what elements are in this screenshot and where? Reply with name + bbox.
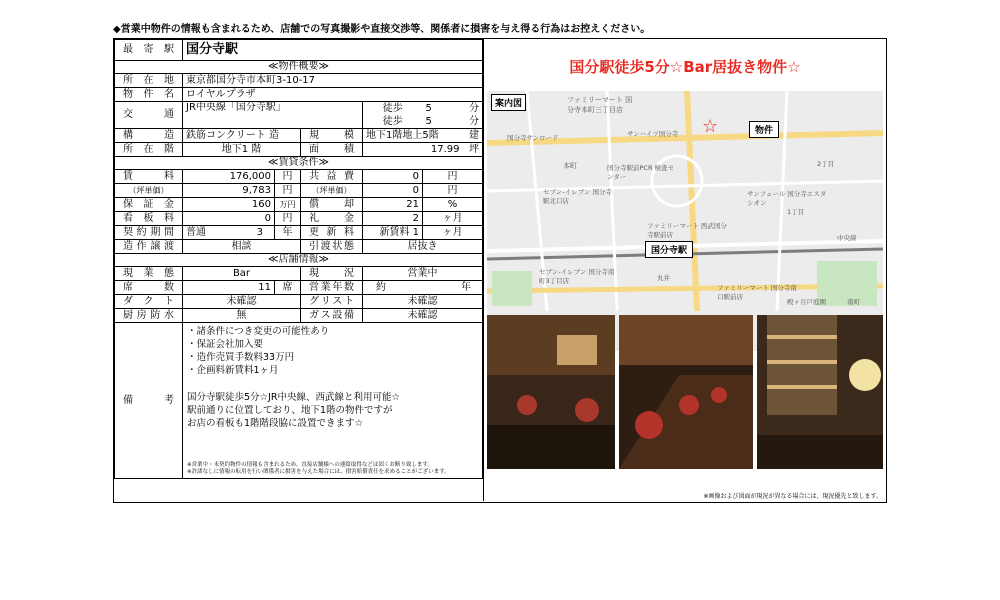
scale-value: 地下1階地上5階 bbox=[366, 129, 439, 141]
store-header: ≪店舗情報≫ bbox=[115, 254, 483, 267]
map-text: 本町 bbox=[563, 162, 577, 170]
duct-label: ダクト bbox=[115, 295, 183, 309]
map-text: サンフェール 国分寺エスタシオン bbox=[747, 190, 827, 207]
term-label: 契約期間 bbox=[115, 226, 183, 240]
map-text: 中央線 bbox=[837, 234, 857, 242]
term-value: 3 bbox=[256, 226, 263, 238]
map-text: サンハイツ国分寺 bbox=[627, 130, 679, 138]
remark-line: 駅前通りに位置しており、地下1階の物件ですが bbox=[187, 405, 393, 416]
grease-label: グリスト bbox=[301, 295, 363, 309]
line-value: JR中央線「国分寺駅」 bbox=[183, 102, 363, 129]
spec-panel bbox=[114, 39, 484, 501]
map-text: 2丁目 bbox=[817, 160, 835, 168]
common-value: 0 bbox=[363, 170, 423, 184]
seats-unit: 席 bbox=[275, 281, 301, 295]
common-unit: 円 bbox=[423, 170, 483, 184]
sign-unit: 円 bbox=[275, 212, 301, 226]
seats-label: 席数 bbox=[115, 281, 183, 295]
station-pin[interactable]: 国分寺駅 bbox=[645, 241, 693, 258]
name-label: 物件名 bbox=[115, 88, 183, 102]
address-label: 所在地 bbox=[115, 74, 183, 88]
handover-label: 引渡状態 bbox=[301, 240, 363, 254]
station-value: 国分寺駅 bbox=[183, 40, 483, 61]
amort-value: 21 bbox=[363, 198, 423, 212]
amort-unit: % bbox=[423, 198, 483, 212]
interior-photo-3 bbox=[757, 315, 883, 469]
interior-photo bbox=[487, 315, 615, 469]
waterproof-label: 厨房防水 bbox=[115, 309, 183, 323]
interior-photo-2 bbox=[619, 315, 753, 469]
map-text: ファミリーマート 国分寺本町三丁目店 bbox=[567, 96, 633, 114]
visual-panel bbox=[484, 39, 886, 501]
map-text: 国分寺駅前PCR 検査センター bbox=[607, 164, 675, 181]
common-tsubo-label: （坪単価） bbox=[301, 184, 363, 198]
map-text: 南町 bbox=[847, 298, 860, 306]
term-type: 普通 bbox=[186, 226, 206, 238]
sign-label: 看板料 bbox=[115, 212, 183, 226]
renew-value: 新賃料 1 bbox=[363, 226, 423, 240]
star-icon: ☆ bbox=[702, 116, 719, 137]
spec-table bbox=[114, 39, 483, 479]
years-label: 営業年数 bbox=[301, 281, 363, 295]
fine-print: ※許諾なしに情報の転用を行い関係者に損害を与えた場合には、損害賠償責任を求めることがございます。 bbox=[187, 469, 450, 475]
common-tsubo-unit: 円 bbox=[423, 184, 483, 198]
gas-label: ガス設備 bbox=[301, 309, 363, 323]
rent-header: ≪賃貸条件≫ bbox=[115, 157, 483, 170]
fine-print: ※営業中・未契約物件の情報も含まれるため、直接店舗様への連絡取得などは固くお断り致します。 bbox=[187, 462, 433, 468]
remark-line: ・保証会社加入要 bbox=[187, 339, 264, 350]
amort-label: 償却 bbox=[301, 198, 363, 212]
address-value: 東京都国分寺市本町3-10-17 bbox=[183, 74, 483, 88]
rent-tsubo-label: （坪単価） bbox=[115, 184, 183, 198]
walk1-label: 徒歩 bbox=[363, 102, 423, 116]
footnote: ※画像および図面が現況が異なる場合には、現況優先と致します。 bbox=[703, 493, 882, 500]
rent-label: 賃料 bbox=[115, 170, 183, 184]
transport-label: 交通 bbox=[115, 102, 183, 129]
guide-map[interactable] bbox=[487, 91, 883, 351]
remark-line: ・諸条件につき変更の可能性あり bbox=[187, 326, 330, 337]
map-label: 案内図 bbox=[491, 94, 526, 111]
remarks-label: 備考 bbox=[115, 323, 183, 479]
headline: 国分駅徒歩5分☆Bar居抜き物件☆ bbox=[569, 58, 801, 76]
walk1-unit: 分 bbox=[469, 102, 480, 114]
area-unit: 坪 bbox=[469, 143, 480, 155]
remark-line: お店の看板も1階階段脇に設置できます☆ bbox=[187, 418, 364, 429]
renew-unit: ヶ月 bbox=[423, 226, 483, 240]
map-text: 国分寺サンロード bbox=[507, 134, 559, 142]
remark-line: ・造作売買手数料33万円 bbox=[187, 352, 295, 363]
property-sheet bbox=[113, 38, 887, 503]
floor-label: 所在階 bbox=[115, 143, 183, 157]
rent-value: 176,000 bbox=[183, 170, 275, 184]
common-tsubo-value: 0 bbox=[363, 184, 423, 198]
property-pin[interactable]: 物件 bbox=[749, 121, 779, 138]
remark-line: ・企画料新賃料1ヶ月 bbox=[187, 365, 279, 376]
years-prefix: 約 bbox=[376, 281, 386, 293]
walk2-value: 5 bbox=[425, 115, 432, 127]
map-text: ファミリーマート 西武国分寺駅前店 bbox=[647, 222, 727, 239]
years-unit: 年 bbox=[461, 281, 472, 293]
renew-label: 更新料 bbox=[301, 226, 363, 240]
interior-photo bbox=[757, 315, 883, 469]
type-value: Bar bbox=[183, 267, 301, 281]
deposit-value: 160 bbox=[183, 198, 275, 212]
deposit-label: 保証金 bbox=[115, 198, 183, 212]
transfer-value: 相談 bbox=[183, 240, 301, 254]
structure-value: 鉄筋コンクリート 造 bbox=[183, 129, 301, 143]
key-label: 礼金 bbox=[301, 212, 363, 226]
walk1-value: 5 bbox=[425, 102, 432, 114]
remark-line: 国分寺駅徒歩5分☆JR中央線、西武線と利用可能☆ bbox=[187, 392, 400, 403]
structure-label: 構造 bbox=[115, 129, 183, 143]
interior-photo bbox=[619, 315, 753, 469]
type-label: 現業態 bbox=[115, 267, 183, 281]
deposit-unit: 万円 bbox=[275, 198, 301, 212]
remarks-content bbox=[183, 323, 483, 479]
map-text: 丸井 bbox=[657, 274, 670, 282]
common-label: 共益費 bbox=[301, 170, 363, 184]
scale-label: 規模 bbox=[301, 129, 363, 143]
name-value: ロイヤルプラザ bbox=[183, 88, 483, 102]
map-text: セブン-イレブン 国分寺駅北口店 bbox=[543, 188, 612, 205]
interior-photo-1 bbox=[487, 315, 615, 469]
map-text: 殿ヶ谷戸庭園 bbox=[787, 298, 826, 306]
notice-text: ◆営業中物件の情報も含まれるため、店舗での写真撮影や直接交渉等、関係者に損害を与え得る行為はお控えください。 bbox=[113, 24, 651, 35]
seats-value: 11 bbox=[183, 281, 275, 295]
walk2-unit: 分 bbox=[469, 115, 480, 127]
scale-unit: 建 bbox=[469, 129, 480, 141]
overview-header: ≪物件概要≫ bbox=[115, 61, 483, 74]
rent-tsubo-unit: 円 bbox=[275, 184, 301, 198]
map-text: セブン-イレブン 国分寺南町3丁目店 bbox=[539, 268, 615, 285]
station-label: 最寄駅 bbox=[115, 40, 183, 61]
floor-value: 地下1 階 bbox=[183, 143, 301, 157]
transfer-label: 造作譲渡 bbox=[115, 240, 183, 254]
area-value: 17.99 bbox=[430, 143, 460, 155]
walk2-label: 徒歩 bbox=[363, 115, 423, 129]
map-text: 1丁目 bbox=[787, 208, 805, 216]
map-text: ファミリーマート 国分寺南口駅前店 bbox=[717, 284, 797, 301]
waterproof-value: 無 bbox=[183, 309, 301, 323]
handover-value: 居抜き bbox=[363, 240, 483, 254]
gas-value: 未確認 bbox=[363, 309, 483, 323]
rent-unit: 円 bbox=[275, 170, 301, 184]
area-label: 面積 bbox=[301, 143, 363, 157]
status-label: 現況 bbox=[301, 267, 363, 281]
status-value: 営業中 bbox=[363, 267, 483, 281]
key-unit: ヶ月 bbox=[423, 212, 483, 226]
key-value: 2 bbox=[363, 212, 423, 226]
duct-value: 未確認 bbox=[183, 295, 301, 309]
term-unit: 年 bbox=[275, 226, 301, 240]
rent-tsubo-value: 9,783 bbox=[183, 184, 275, 198]
sign-value: 0 bbox=[183, 212, 275, 226]
grease-value: 未確認 bbox=[363, 295, 483, 309]
